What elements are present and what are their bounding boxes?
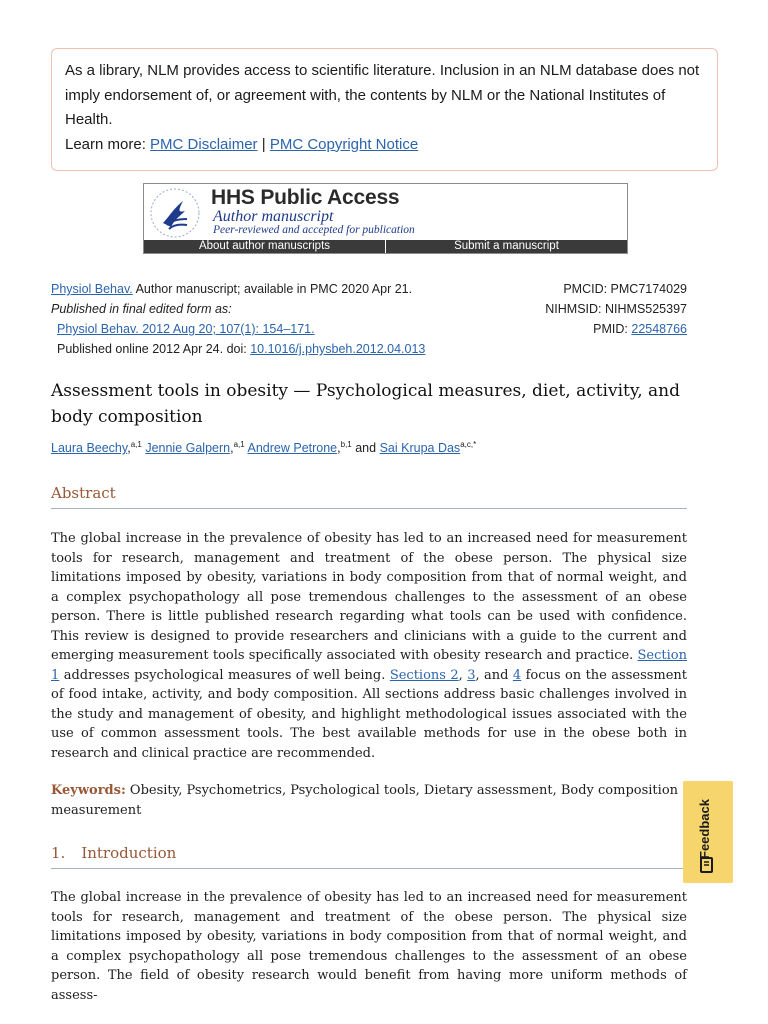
feedback-button[interactable] (683, 781, 733, 883)
feedback-icon (700, 857, 713, 873)
pmid-label: PMID: (593, 322, 628, 336)
section-number: 1. (51, 844, 66, 862)
abstract-paragraph: The global increase in the prevalence of obesity has led to an increased need for measurement tools for research, management and treatment of the obese person. The physical size limitations imposed by obesity, variations in body composition from that of normal weight, and a complex psychopathology all pose tremendous challenges to the assessment of an obese person. There is little published research regarding what tools can be used with confidence. This review is designed to provide researchers and clinicians with a guide to the current and emerging measurement tools specifically associated with obesity research and practice. Section 1 addresses psychological measures of well being. Sections 2, 3, and 4 focus on the assessment of food intake, activity, and body composition. All sections address basic challenges involved in the study and management of obesity, and highlight methodological issues associated with the use of common assessment tools. The best available methods for use in the obese both in research and clinical practice are recommended. (51, 531, 688, 761)
keywords-list: Obesity, Psychometrics, Psychological tools, Dietary assessment, Body composition measurement (51, 783, 679, 818)
published-online-text: Published online 2012 Apr 24. doi: (57, 342, 247, 356)
introduction-paragraph: The global increase in the prevalence of obesity has led to an increased need for measurement tools for research, management and treatment of the obese person. The physical size limitations imposed by obesity, variations in body composition from that of normal weight, and a complex psychopathology all pose tremendous challenges to the assessment of an obese person. The field of obesity research would benefit from having more uniform methods of assess- (51, 890, 687, 1003)
introduction-title: Introduction (81, 844, 177, 862)
pmc-disclaimer-link[interactable]: PMC Disclaimer (150, 135, 258, 153)
author-link[interactable]: Laura Beechy (51, 441, 128, 456)
keywords (51, 781, 687, 820)
abstract-text: The global increase in the prevalence of obesity has led to an increased need for measurement tools for research, management and treatment of the obese person. The physical size limitations imposed by obesity, variations in body composition from that of normal weight, and a complex psychopathology all pose tremendous challenges to the assessment of an obese person. There is little published research regarding what tools can be used with confidence. This review is designed to provide researchers and clinicians with a guide to the current and emerging measurement tools specifically associated with obesity research and practice. (51, 531, 687, 663)
doi-link[interactable]: 10.1016/j.physbeh.2012.04.013 (250, 342, 426, 356)
published-final-label: Published in final edited form as: (51, 302, 232, 316)
nihmsid: NIHMSID: NIHMS525397 (545, 302, 687, 316)
author-link[interactable]: Jennie Galpern (145, 441, 231, 456)
sections-2-link[interactable]: Sections 2 (389, 667, 459, 683)
pmid-link[interactable]: 22548766 (631, 322, 687, 336)
banner-button-bar (144, 240, 627, 253)
author-affiliation: a,1 (130, 440, 142, 449)
author-affiliation: a,c,* (460, 440, 477, 449)
abstract-text: addresses psychological measures of well being. (63, 667, 386, 683)
section-3-link[interactable]: 3 (467, 667, 476, 683)
pmcid: PMCID: PMC7174029 (563, 282, 687, 296)
keywords-label: Keywords: (51, 783, 126, 798)
article-title: Assessment tools in obesity — Psychological measures, diet, activity, and body composition (51, 381, 680, 427)
learn-more-label: Learn more: (65, 135, 146, 153)
author-affiliation: a,1 (233, 440, 245, 449)
availability-text: Author manuscript; available in PMC 2020 Apr 21. (135, 282, 413, 296)
feedback-label: Feedback (697, 799, 712, 859)
abstract-text: focus on the assessment of food intake, activity, and body composition. All sections address basic challenges involved in the study and management of obesity, and highlight methodological issues associated with the use of common assessment tools. The best available methods for use in the obese both in research and clinical practice are recommended. (51, 667, 688, 761)
pmc-copyright-link[interactable]: PMC Copyright Notice (269, 135, 419, 153)
submit-manuscript-button[interactable]: Submit a manuscript (454, 240, 559, 252)
author-list: Laura Beechy,$^{a,1}$ Jennie Galpern,$^{a,1}$ Andrew Petrone,$^{b,1}$ and Sai Krupa Das$^{a,c,*}$ (51, 440, 477, 456)
about-author-manuscripts-button[interactable]: About author manuscripts (144, 240, 386, 253)
journal-link[interactable]: Physiol Behav. (51, 282, 133, 296)
section-1-link[interactable]: Section 1 (51, 648, 687, 683)
citation-link[interactable]: Physiol Behav. 2012 Aug 20; 107(1): 154–171. (57, 322, 315, 336)
introduction-heading (51, 844, 687, 869)
authors-and: and (355, 441, 377, 456)
abstract-text: and (484, 667, 509, 683)
citation-meta (51, 279, 471, 359)
author-link[interactable]: Sai Krupa Das (379, 441, 461, 456)
banner-subtitle: Author manuscript (213, 208, 334, 225)
section-4-link[interactable]: 4 (512, 667, 522, 683)
banner-title: HHS Public Access (211, 186, 400, 209)
nlm-disclaimer-notice (51, 48, 718, 171)
link-separator: | (261, 135, 266, 153)
author-affiliation: b,1 (340, 440, 352, 449)
hhs-eagle-logo-icon (149, 187, 201, 239)
article-identifiers (545, 279, 687, 339)
author-link[interactable]: Andrew Petrone (247, 441, 338, 456)
notice-text: As a library, NLM provides access to scientific literature. Inclusion in an NLM database does not imply endorsement of, or agreement with, the contents by NLM or the National Institutes of Health. (65, 62, 700, 128)
abstract-heading: Abstract (51, 484, 687, 509)
banner-subtitle-peer-reviewed: Peer-reviewed and accepted for publication (213, 224, 415, 236)
hhs-public-access-banner (143, 183, 628, 254)
